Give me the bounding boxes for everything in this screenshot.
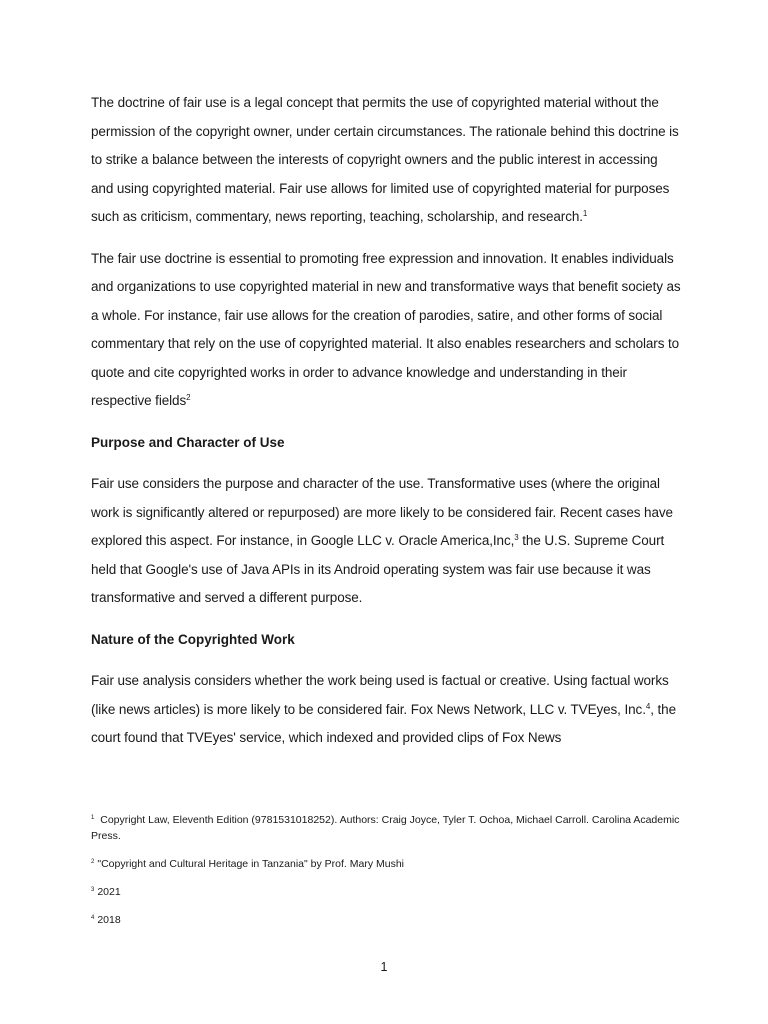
footnote-3: [91, 884, 681, 900]
footnote-mark: 1: [91, 815, 95, 821]
paragraph-fair-use-importance: [91, 245, 681, 416]
footnote-mark: 2: [91, 859, 95, 865]
paragraph-text: The doctrine of fair use is a legal concept that permits the use of copyrighted material without the permission of the copyright owner, under certain circumstances. The rationale behind this doctrine is to strike a balance between the interests of copyright owners and the public interest in accessing and using copyrighted material. Fair use allows for limited use of copyrighted material for purposes such as criticism, commentary, news reporting, teaching, scholarship, and research.: [91, 95, 679, 224]
footnote-mark: 3: [91, 887, 95, 893]
footnote-text: 2018: [97, 914, 121, 926]
footnote-reference-1[interactable]: 1: [582, 209, 588, 218]
paragraph-text-before-ref: Fair use analysis considers whether the work being used is factual or creative. Using factual works (like news articles) is more likely to be considered fair. Fox News Network, LLC v. TVEyes, Inc.: [91, 673, 669, 717]
page-number: 1: [380, 960, 388, 974]
paragraph-text-after-ref: , the court found that TVEyes' service, which indexed and provided clips of Fox News: [91, 701, 676, 745]
paragraph-text-before-ref: Fair use considers the purpose and character of the use. Transformative uses (where the original work is significantly altered or repurposed) are more likely to be considered fair. Recent cases have explored this aspect. For instance, in Google LLC v. Oracle America,Inc,: [91, 476, 673, 548]
footnote-text: "Copyright and Cultural Heritage in Tanzania" by Prof. Mary Mushi: [97, 858, 404, 870]
footnotes-section: [91, 812, 681, 940]
footnote-text: 2021: [97, 886, 121, 898]
footnote-reference-2[interactable]: 2: [186, 393, 191, 402]
footnote-reference-4[interactable]: 4: [645, 701, 651, 711]
footnote-text: Copyright Law, Eleventh Edition (9781531018252). Authors: Craig Joyce, Tyler T. Ochoa, Michael Carroll. Carolina Academic Press.: [91, 814, 680, 842]
paragraph-fair-use-intro: [91, 89, 681, 232]
footnote-4: [91, 912, 681, 928]
paragraph-nature-of-work: [91, 667, 681, 753]
footnote-2: [91, 856, 681, 872]
paragraph-text-after-ref: the U.S. Supreme Court held that Google's use of Java APIs in its Android operating system was fair use because it was transformative and served a different purpose.: [91, 533, 665, 605]
footnote-1: [91, 812, 681, 844]
section-heading-purpose: Purpose and Character of Use: [91, 434, 285, 450]
section-heading-nature: Nature of the Copyrighted Work: [91, 631, 295, 647]
paragraph-text: The fair use doctrine is essential to promoting free expression and innovation. It enables individuals and organizations to use copyrighted material in new and transformative ways that benefit society as a whole. For instance, fair use allows for the creation of parodies, satire, and other forms of social commentary that rely on the use of copyrighted material. It also enables researchers and scholars to quote and cite copyrighted works in order to advance knowledge and understanding in their respective fields: [91, 250, 681, 408]
document-body: [91, 89, 681, 766]
paragraph-purpose-character: [91, 470, 681, 613]
footnote-mark: 4: [91, 915, 95, 921]
footnote-reference-3[interactable]: 3: [514, 533, 519, 542]
